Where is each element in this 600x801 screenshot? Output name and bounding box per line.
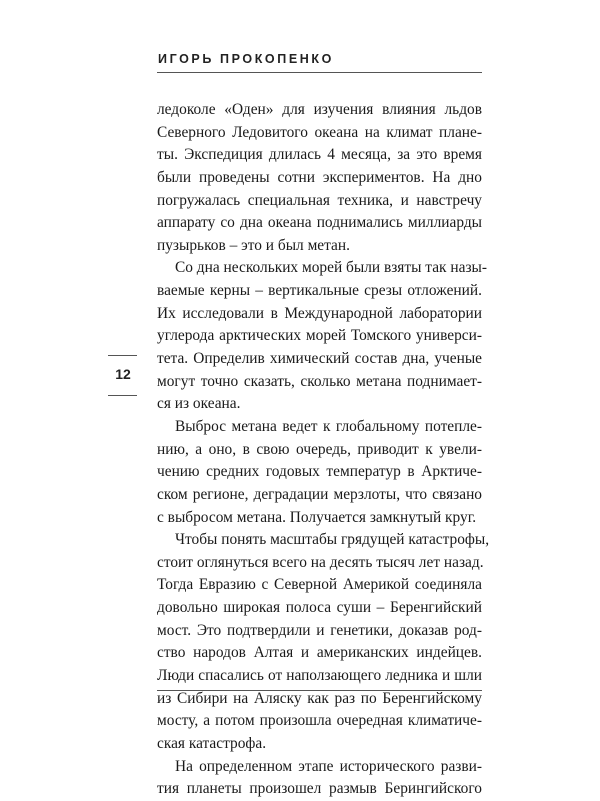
text-line: Выброс метана ведет к глобальному потепле- xyxy=(175,417,482,435)
text-line: с выбросом метана. Получается замкнутый круг. xyxy=(157,508,477,526)
text-line: довольно широкая полоса суши – Беренгийский xyxy=(157,599,482,617)
text-line: Люди спасались от наползающего ледника и шли xyxy=(157,667,482,685)
header-rule xyxy=(157,72,482,73)
page-number-rule-bottom xyxy=(108,395,137,396)
body-text xyxy=(157,99,490,801)
text-line: могут точно сказать, сколько метана поднимает- xyxy=(157,372,482,390)
text-line: Чтобы понять масштабы грядущей катастрофы, xyxy=(175,531,490,549)
text-line: ская катастрофа. xyxy=(157,734,267,752)
text-line: Их исследовали в Международной лаборатории xyxy=(157,304,482,322)
text-line: были проведены сотни экспериментов. На дно xyxy=(157,168,482,186)
text-line: тия планеты произошел размыв Берингийского xyxy=(157,780,482,798)
text-line: нию, а оно, в свою очередь, приводит к увели- xyxy=(157,440,482,458)
text-line: тета. Определив химический состав дна, ученые xyxy=(157,350,482,368)
text-line: мосту, а потом произошла очередная климатиче- xyxy=(157,712,482,730)
text-line: ледоколе «Оден» для изучения влияния льдов xyxy=(157,101,482,118)
page-number: 12 xyxy=(115,366,131,382)
running-header: ИГОРЬ ПРОКОПЕНКО xyxy=(158,52,334,66)
text-line: погружалась специальная техника, и навстречу xyxy=(157,191,482,209)
text-line: ты. Экспедиция длилась 4 месяца, за это время xyxy=(157,146,482,164)
text-line: стоит оглянуться всего на десять тысяч лет назад. xyxy=(157,553,484,571)
text-line: Тогда Евразию с Северной Америкой соединяла xyxy=(157,576,482,594)
text-line: мост. Это подтвердили и генетики, доказав род- xyxy=(157,621,482,639)
text-line: ство народов Алтая и американских индейцев. xyxy=(157,644,482,662)
page-number-rule-top xyxy=(108,355,137,356)
text-line: ся из океана. xyxy=(157,395,241,413)
text-line: На определенном этапе исторического разви- xyxy=(175,757,482,775)
text-line: пузырьков – это и был метан. xyxy=(157,236,350,254)
text-line: Северного Ледовитого океана на климат плане- xyxy=(157,123,482,141)
text-line: из Сибири на Аляску как раз по Беренгийскому xyxy=(157,689,482,707)
text-line: Со дна нескольких морей были взяты так назы- xyxy=(175,259,487,277)
text-line: ваемые керны – вертикальные срезы отложений. xyxy=(157,282,482,300)
text-line: аппарату со дна океана поднимались миллиарды xyxy=(157,214,482,232)
footer-rule xyxy=(157,690,482,691)
text-line: углерода арктических морей Томского универси- xyxy=(157,327,482,345)
text-line: ском регионе, деградации мерзлоты, что связано xyxy=(157,485,482,503)
text-line: чению средних годовых температур в Арктиче- xyxy=(157,463,482,481)
